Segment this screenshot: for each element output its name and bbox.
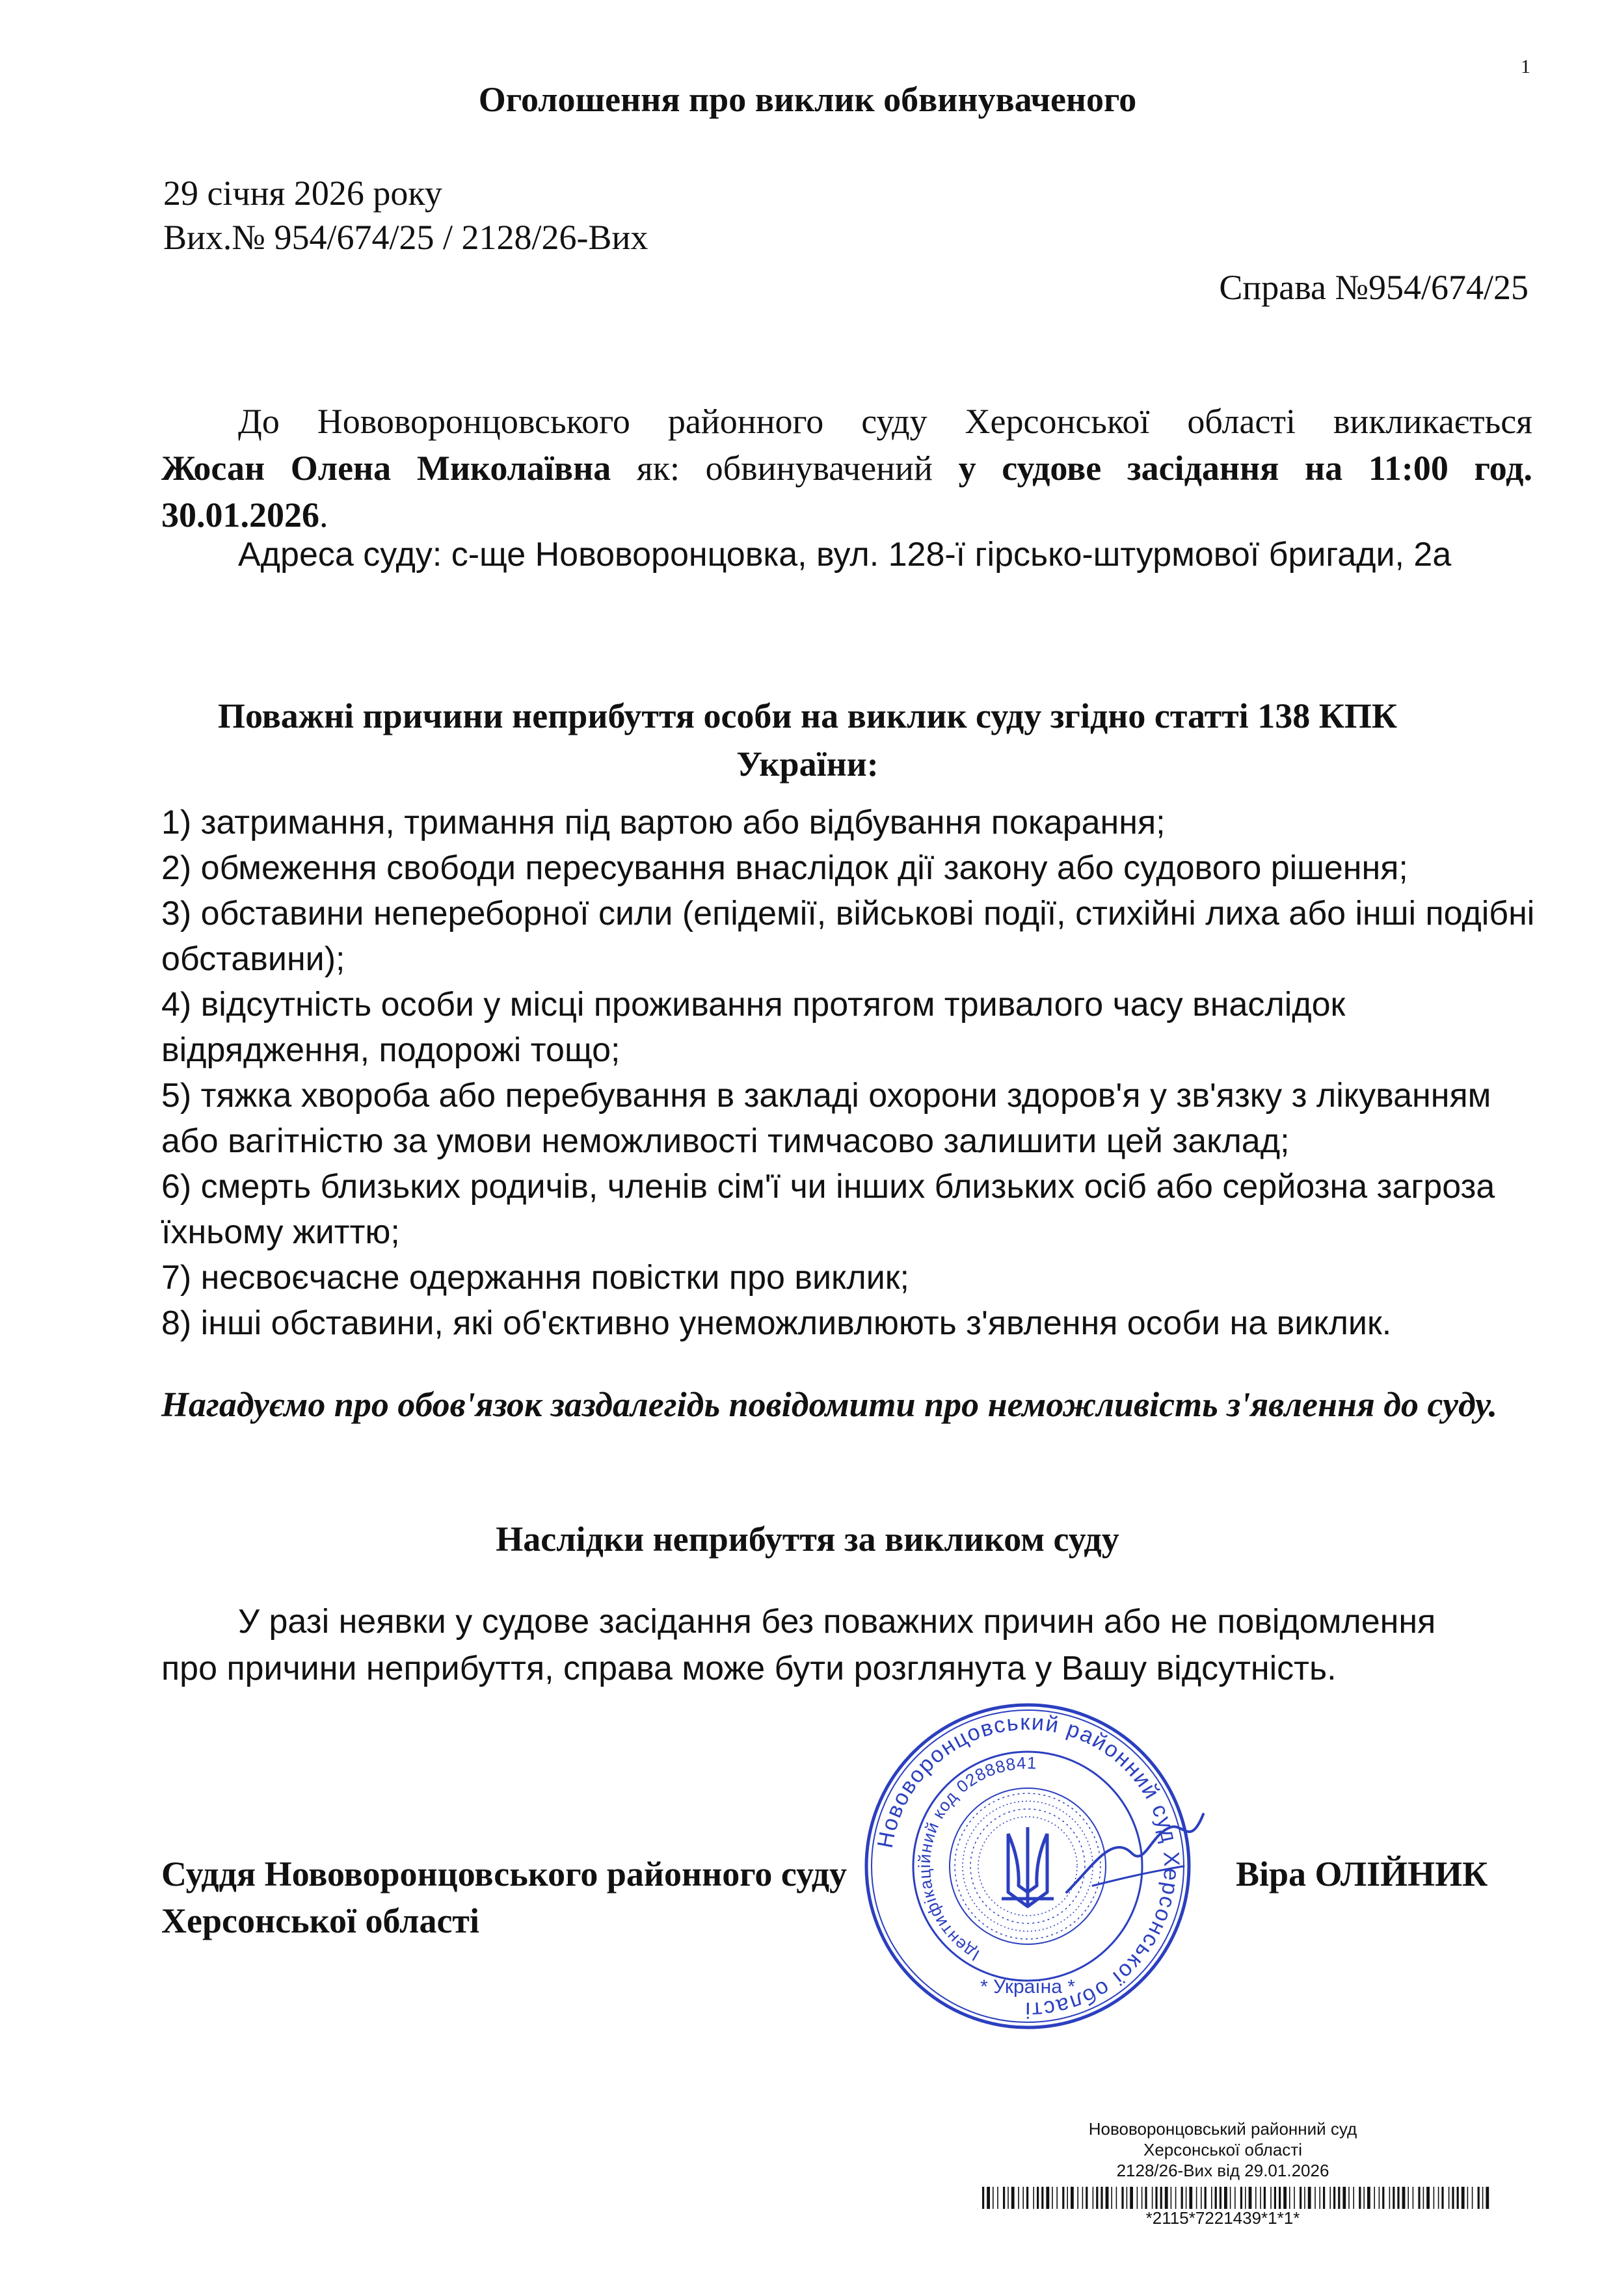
outgoing-number: Вих.№ 954/674/25 / 2128/26-Вих (163, 218, 648, 257)
seal-inner-text: Ідентифікаційний код 02888841 (914, 1752, 1038, 1966)
judge-title-line-2: Херсонської області (161, 1901, 479, 1940)
hearing-time: на 11:00 год. (1279, 449, 1532, 488)
document-date: 29 січня 2026 року (163, 174, 442, 213)
intro-text: До Нововоронцовського районного суду Херсонської області викликається (238, 402, 1532, 441)
barcode-icon (982, 2187, 1489, 2209)
document-title: Оголошення про виклик обвинуваченого (478, 80, 1137, 119)
list-item: 7) несвоєчасне одержання повістки про виклик; (161, 1259, 909, 1297)
trident-icon (1002, 1827, 1054, 1907)
judge-title-line-1: Суддя Нововоронцовського районного суду (161, 1854, 848, 1894)
consequences-text: У разі неявки у судове засідання без поважних причин або не повідомлення про причини неприбуття, справа може бути розглянута у Вашу відсутність. (161, 1603, 1436, 1687)
consequences-heading: Наслідки неприбуття за викликом суду (496, 1520, 1119, 1559)
list-item: 4) відсутність особи у місці проживання протягом тривалого часу внаслідок відрядження, подорожі тощо; (161, 986, 1346, 1069)
reasons-heading (0, 692, 1615, 788)
list-item: 2) обмеження свободи пересування внаслідок дії закону або судового рішення; (161, 849, 1408, 887)
svg-text:Ідентифікаційний код 02888841 (914, 1753, 1037, 1965)
intro-line-2 (161, 445, 1532, 492)
intro-line-1 (161, 398, 1532, 445)
judge-name: Віра ОЛІЙНИК (1236, 1854, 1488, 1894)
intro-end: . (319, 495, 328, 534)
registration-footer (976, 2118, 1470, 2181)
seal-bottom-text: * Україна * (980, 1976, 1075, 1998)
list-item: 1) затримання, тримання під вартою або відбування покарання; (161, 804, 1166, 841)
intro-role: як: обвинувачений (611, 449, 959, 488)
case-number: Справа №954/674/25 (1219, 268, 1528, 307)
list-item: 3) обставини непереборної сили (епідемії, військові події, стихійні лиха або інші подібні обставини); (161, 895, 1535, 978)
judge-title (161, 1851, 847, 1944)
reasons-list (161, 800, 1553, 1346)
list-item: 8) інші обставини, які об'єктивно унеможливлюють з'явлення особи на виклик. (161, 1304, 1392, 1342)
barcode-text: *2115*7221439*1*1* (1145, 2208, 1300, 2228)
seal-outer-text: Нововоронцовський районний суд Херсонської області (872, 1709, 1184, 2023)
reminder-note: Нагадуємо про обов'язок заздалегідь повідомити про неможливість з'явлення до суду. (161, 1385, 1498, 1424)
list-item: 5) тяжка хвороба або перебування в закладі охорони здоров'я у зв'язку з лікуванням або вагітністю за умови неможливості тимчасово залишити цей заклад; (161, 1077, 1491, 1160)
footer-region: Херсонської області (1143, 2140, 1302, 2159)
reasons-heading-line-2: України: (736, 745, 879, 784)
court-address: Адреса суду: с-ще Нововоронцовка, вул. 128-ї гірсько-штурмової бригади, 2а (238, 536, 1452, 574)
footer-court-name: Нововоронцовський районний суд (1088, 2119, 1357, 2139)
hearing-date: 30.01.2026 (161, 495, 319, 534)
list-item: 6) смерть близьких родичів, членів сім'ї чи інших близьких осіб або серйозна загроза їхньому життю; (161, 1168, 1495, 1251)
defendant-name: Жосан Олена Миколаївна (161, 449, 611, 488)
page-number: 1 (1521, 56, 1530, 77)
footer-reg-number: 2128/26-Вих від 29.01.2026 (1116, 2161, 1329, 2180)
intro-hearing: у судове засідання (958, 449, 1279, 488)
judge-signature-icon (1054, 1795, 1223, 1912)
reasons-heading-line-1: Поважні причини неприбуття особи на виклик суду згідно статті 138 КПК (217, 696, 1398, 735)
